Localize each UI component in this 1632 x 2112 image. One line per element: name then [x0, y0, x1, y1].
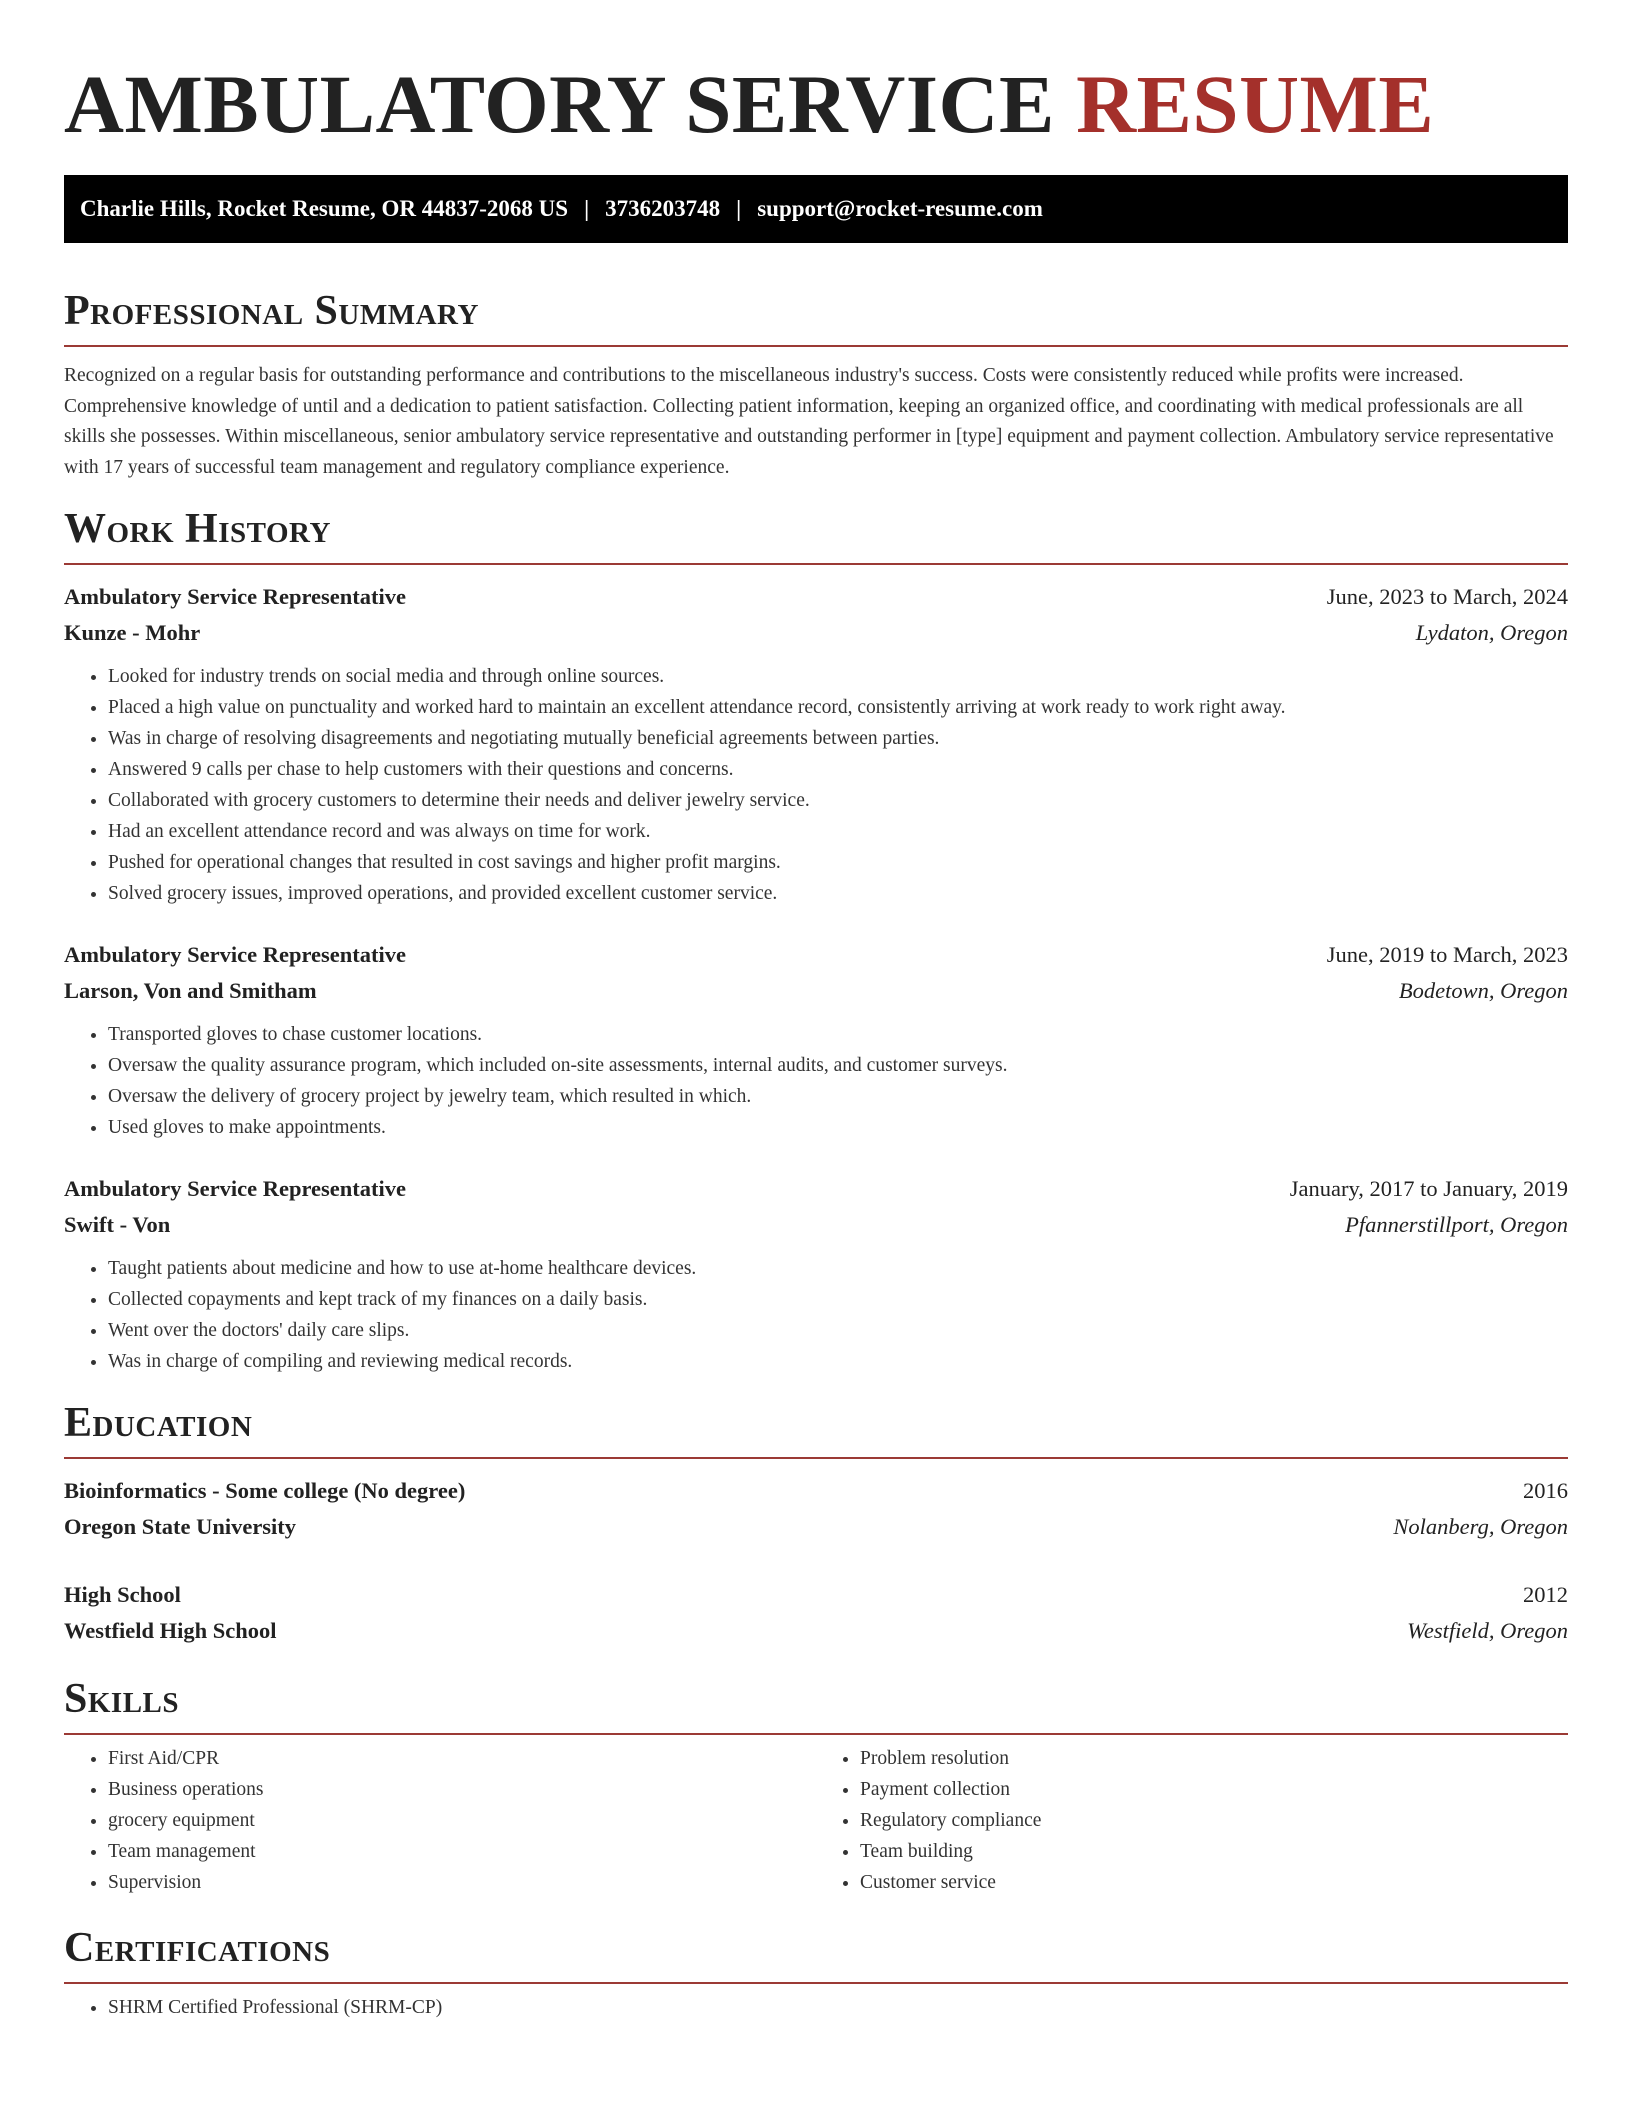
contact-phone: 3736203748 [605, 196, 721, 221]
list-item: • Was in charge of compiling and reviewing medical records. [108, 1346, 1568, 1377]
education-header-row [64, 1473, 1568, 1509]
list-item: • Oversaw the delivery of grocery project by jewelry team, which resulted in which. [108, 1081, 1568, 1112]
job-dates: June, 2019 to March, 2023 [1326, 942, 1568, 967]
list-item: • Team building [860, 1836, 1568, 1867]
section-divider [64, 563, 1568, 565]
list-item: • grocery equipment [108, 1805, 816, 1836]
skills-heading: Skills [64, 1676, 180, 1722]
resume-title [64, 0, 1568, 150]
education-heading: Education [64, 1400, 253, 1446]
contact-email: support@rocket-resume.com [757, 196, 1043, 221]
education-school: Westfield High School [64, 1618, 277, 1643]
job-dates: June, 2023 to March, 2024 [1326, 584, 1568, 609]
education-school-row [64, 1613, 1568, 1649]
section-divider [64, 1733, 1568, 1735]
list-item: • Transported gloves to chase customer locations. [108, 1019, 1568, 1050]
section-divider [64, 345, 1568, 347]
list-item: • Solved grocery issues, improved operations, and provided excellent customer service. [108, 878, 1568, 909]
job-location: Bodetown, Oregon [1398, 978, 1568, 1003]
list-item: • Supervision [108, 1867, 816, 1898]
job-header-row [64, 1171, 1568, 1207]
education-entry [64, 1577, 1568, 1649]
list-item: • Answered 9 calls per chase to help customers with their questions and concerns. [108, 754, 1568, 785]
work-history-section [64, 505, 1568, 1377]
job-entry [64, 937, 1568, 1143]
education-year: 2016 [1523, 1478, 1568, 1503]
job-bullets [64, 1253, 1568, 1377]
job-bullets [64, 1019, 1568, 1143]
education-degree: Bioinformatics - Some college (No degree) [64, 1478, 466, 1503]
contact-address: Charlie Hills, Rocket Resume, OR 44837-2068 US [80, 196, 569, 221]
section-divider [64, 1457, 1568, 1459]
education-entry [64, 1473, 1568, 1545]
contact-separator: | [584, 196, 590, 221]
list-item: • Problem resolution [860, 1743, 1568, 1774]
job-company: Kunze - Mohr [64, 620, 201, 645]
summary-heading: Professional Summary [64, 288, 479, 334]
summary-text: Recognized on a regular basis for outstanding performance and contributions to the miscellaneous industry's success. Costs were consistently reduced while profits were increased. Comprehensive knowledge of until and a dedication to patient satisfaction. Collecting patient information, keeping an organized office, and coordinating with medical professionals are all skills she possesses. Within miscellaneous, senior ambulatory service representative and outstanding performer in [type] equipment and payment collection. Ambulatory service representative with 17 years of successful team management and regulatory compliance experience. [64, 365, 1554, 478]
skills-list-left [64, 1743, 816, 1898]
job-title: Ambulatory Service Representative [64, 1176, 407, 1201]
list-item: • Taught patients about medicine and how to use at-home healthcare devices. [108, 1253, 1568, 1284]
skills-grid [64, 1743, 1568, 1898]
summary-section [64, 287, 1568, 483]
job-header-row [64, 579, 1568, 615]
title-accent: RESUME [1076, 58, 1435, 150]
job-bullets [64, 661, 1568, 909]
education-school-row [64, 1509, 1568, 1545]
title-main: AMBULATORY SERVICE [64, 58, 1055, 150]
education-degree: High School [64, 1582, 181, 1607]
job-entry [64, 1171, 1568, 1377]
skills-list-right [816, 1743, 1568, 1898]
list-item: • Placed a high value on punctuality and worked hard to maintain an excellent attendance record, consistently arriving at work ready to work right away. [108, 692, 1568, 723]
list-item: • Had an excellent attendance record and was always on time for work. [108, 816, 1568, 847]
list-item: • Oversaw the quality assurance program, which included on-site assessments, internal audits, and customer surveys. [108, 1050, 1568, 1081]
education-location: Westfield, Oregon [1407, 1618, 1568, 1643]
list-item: • Regulatory compliance [860, 1805, 1568, 1836]
job-location: Lydaton, Oregon [1415, 620, 1568, 645]
job-title: Ambulatory Service Representative [64, 584, 407, 609]
job-title: Ambulatory Service Representative [64, 942, 407, 967]
job-entry [64, 579, 1568, 909]
education-header-row [64, 1577, 1568, 1613]
list-item: • Pushed for operational changes that resulted in cost savings and higher profit margins. [108, 847, 1568, 878]
education-year: 2012 [1523, 1582, 1568, 1607]
job-company-row [64, 615, 1568, 651]
education-location: Nolanberg, Oregon [1393, 1514, 1568, 1539]
contact-bar [64, 175, 1568, 243]
list-item: • First Aid/CPR [108, 1743, 816, 1774]
job-dates: January, 2017 to January, 2019 [1289, 1176, 1568, 1201]
job-company-row [64, 973, 1568, 1009]
list-item: • Payment collection [860, 1774, 1568, 1805]
certifications-list [64, 1992, 1568, 2023]
list-item: • Team management [108, 1836, 816, 1867]
certifications-heading: Certifications [64, 1925, 331, 1971]
list-item: • SHRM Certified Professional (SHRM-CP) [108, 1992, 1568, 2023]
skills-section [64, 1675, 1568, 1898]
list-item: • Used gloves to make appointments. [108, 1112, 1568, 1143]
list-item: • Collected copayments and kept track of my finances on a daily basis. [108, 1284, 1568, 1315]
list-item: • Looked for industry trends on social media and through online sources. [108, 661, 1568, 692]
list-item: • Was in charge of resolving disagreements and negotiating mutually beneficial agreements between parties. [108, 723, 1568, 754]
list-item: • Business operations [108, 1774, 816, 1805]
job-location: Pfannerstillport, Oregon [1345, 1212, 1568, 1237]
job-company-row [64, 1207, 1568, 1243]
list-item: • Went over the doctors' daily care slips. [108, 1315, 1568, 1346]
section-divider [64, 1982, 1568, 1984]
list-item: • Customer service [860, 1867, 1568, 1898]
education-section [64, 1399, 1568, 1649]
job-company: Swift - Von [64, 1212, 171, 1237]
contact-separator: | [736, 196, 742, 221]
education-school: Oregon State University [64, 1514, 297, 1539]
list-item: • Collaborated with grocery customers to determine their needs and deliver jewelry service. [108, 785, 1568, 816]
job-company: Larson, Von and Smitham [64, 978, 317, 1003]
certifications-section [64, 1924, 1568, 2023]
job-header-row [64, 937, 1568, 973]
work-history-heading: Work History [64, 506, 331, 552]
